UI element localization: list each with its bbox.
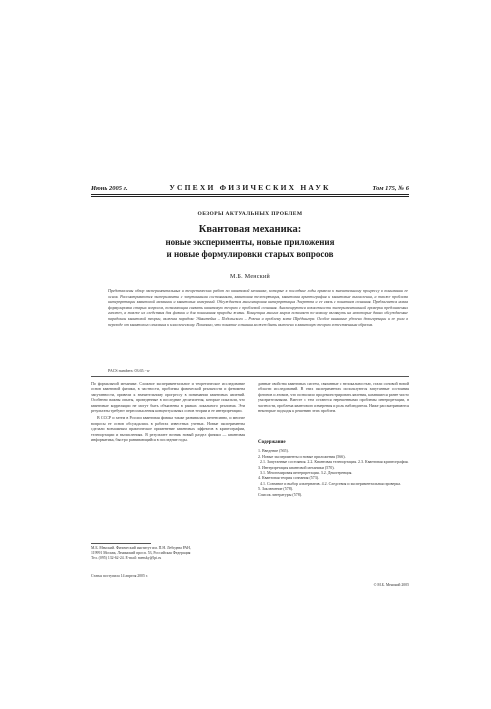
body-paragraph: данные свойства квантовых систем, связанные с нелокальностью, стали основой новой области исследований. В этих экспериментах используются запутанные состояния фотонов и атомов, что позволило продемонстрировать явления, казавшиеся ранее чисто умозрительными. Вместе с тем остаются нерешенными проблемы интерпретации, в частности, проблема квантового измерения и роль наблюдателя. Ниже рассматриваются некоторые подходы к решению этих проблем.	[258, 381, 409, 414]
body-column-right	[258, 381, 409, 415]
toc-heading: Содержание	[258, 440, 286, 445]
footnote-address: 119991 Москва, Ленинский просп. 53, Российская Федерация	[91, 551, 191, 555]
toc-subitem: 3.1. Многомировая интерпретация. 3.2. Декогеренция.	[260, 470, 353, 476]
body-column-left	[91, 381, 245, 444]
title-line-2: новые эксперименты, новые приложения	[165, 237, 335, 247]
section-rubric: ОБЗОРЫ АКТУАЛЬНЫХ ПРОБЛЕМ	[197, 211, 303, 217]
copyright-notice: © М.Б. Менский 2005	[373, 583, 409, 587]
footnote-author: М.Б. Менский. Физический институт им. П.Н. Лебедева РАН,	[91, 546, 191, 550]
title-line-1: Квантовая механика:	[198, 224, 302, 235]
received-date: Статья поступила 14 апреля 2005 г.	[91, 574, 148, 578]
journal-title: УСПЕХИ ФИЗИЧЕСКИХ НАУК	[169, 183, 331, 192]
header-rule-top	[91, 194, 409, 195]
toc-item: 2. Новые эксперименты и новые приложения (566).	[258, 453, 346, 459]
pacs-numbers: PACS numbers: 03.65.−w	[108, 368, 150, 373]
author-footnote	[91, 546, 245, 561]
abstract-rule	[91, 376, 409, 377]
footnote-contact: Тел. (095) 132-62-24. E-mail: mensky@lpi.ru	[91, 556, 162, 560]
header-date: Июнь 2005 г.	[91, 185, 128, 192]
title-line-3: и новые формулировки старых вопросов	[166, 249, 334, 259]
body-paragraph: В СССР и затем в России квантовая физика также развивалась интенсивно, и многие вопросы ее основ обсуждались в работах известных ученых. Новые эксперименты сделали возможным практическое применение квантовых эффектов в криптографии, телепортации и вычислениях. В результате возник новый раздел физики — квантовая информатика, быстро развивающийся в последние годы.	[91, 415, 245, 443]
toc-subitem: 2.1. Запутанные состояния. 2.2. Квантовая телепортация. 2.3. Квантовая криптография.	[260, 459, 409, 465]
abstract: Представлены обзор экспериментальных и теоретических работ по квантовой механике, которые в последние годы привели к значительному прогрессу в понимании ее основ. Рассматриваются эксперименты с запутанными состояниями, квантовая телепортация, квантовая криптография и квантовые вычисления, а также проблема интерпретации квантовой механики и квантовых измерений. Обсуждается многомировая интерпретация Эверетта и ее связь с понятием сознания. Предлагается новая формулировка старых вопросов, позволяющая связать квантовую теорию с проблемой сознания. Анализируются возможности экспериментальной проверки предлагаемых гипотез, а также их следствия для физики и для понимания природы жизни. Концепция многих миров позволяет по-новому взглянуть на некоторые давно обсуждаемые парадоксы квантовой теории, включая парадокс Эйнштейна – Подольского – Розена и проблему кота Шрёдингера. Особое внимание уделено декогеренции и ее роли в переходе от квантового описания к классическому. Показано, что понятие сознания может быть включено в квантовую теорию естественным образом.	[108, 288, 408, 327]
toc-item: 3. Интерпретация квантовой механики (570).	[258, 464, 335, 470]
header-rule-bottom	[91, 196, 409, 197]
article-author: М.Б. Менский	[229, 274, 270, 280]
toc-subitem: 4.1. Сознание и выбор альтернатив. 4.2. Следствия и экспериментальная проверка.	[260, 480, 401, 486]
footnote-rule	[91, 543, 151, 544]
toc-item: 1. Введение (565).	[258, 448, 289, 454]
toc-item: Список литературы (578).	[258, 491, 303, 497]
toc-item: 4. Квантовая теория сознания (573).	[258, 475, 320, 481]
table-of-contents	[258, 440, 409, 497]
header-volume: Том 175, № 6	[372, 185, 409, 192]
body-paragraph: По формальной механике. Сложное экспериментальное и теоретическое исследование основ квантовой физики, в частности, проблемы физической реальности и феномена запутанности, привели к значительному прогрессу в понимании квантовых явлений. Особенно важны опыты, проведенные в последние десятилетия, которые показали, что квантовые корреляции не могут быть объяснены в рамках локального реализма. Эти результаты требуют переосмысления концептуальных основ теории и ее интерпретации.	[91, 381, 245, 414]
article-title	[91, 224, 409, 260]
toc-item: 5. Заключение (578).	[258, 486, 294, 492]
